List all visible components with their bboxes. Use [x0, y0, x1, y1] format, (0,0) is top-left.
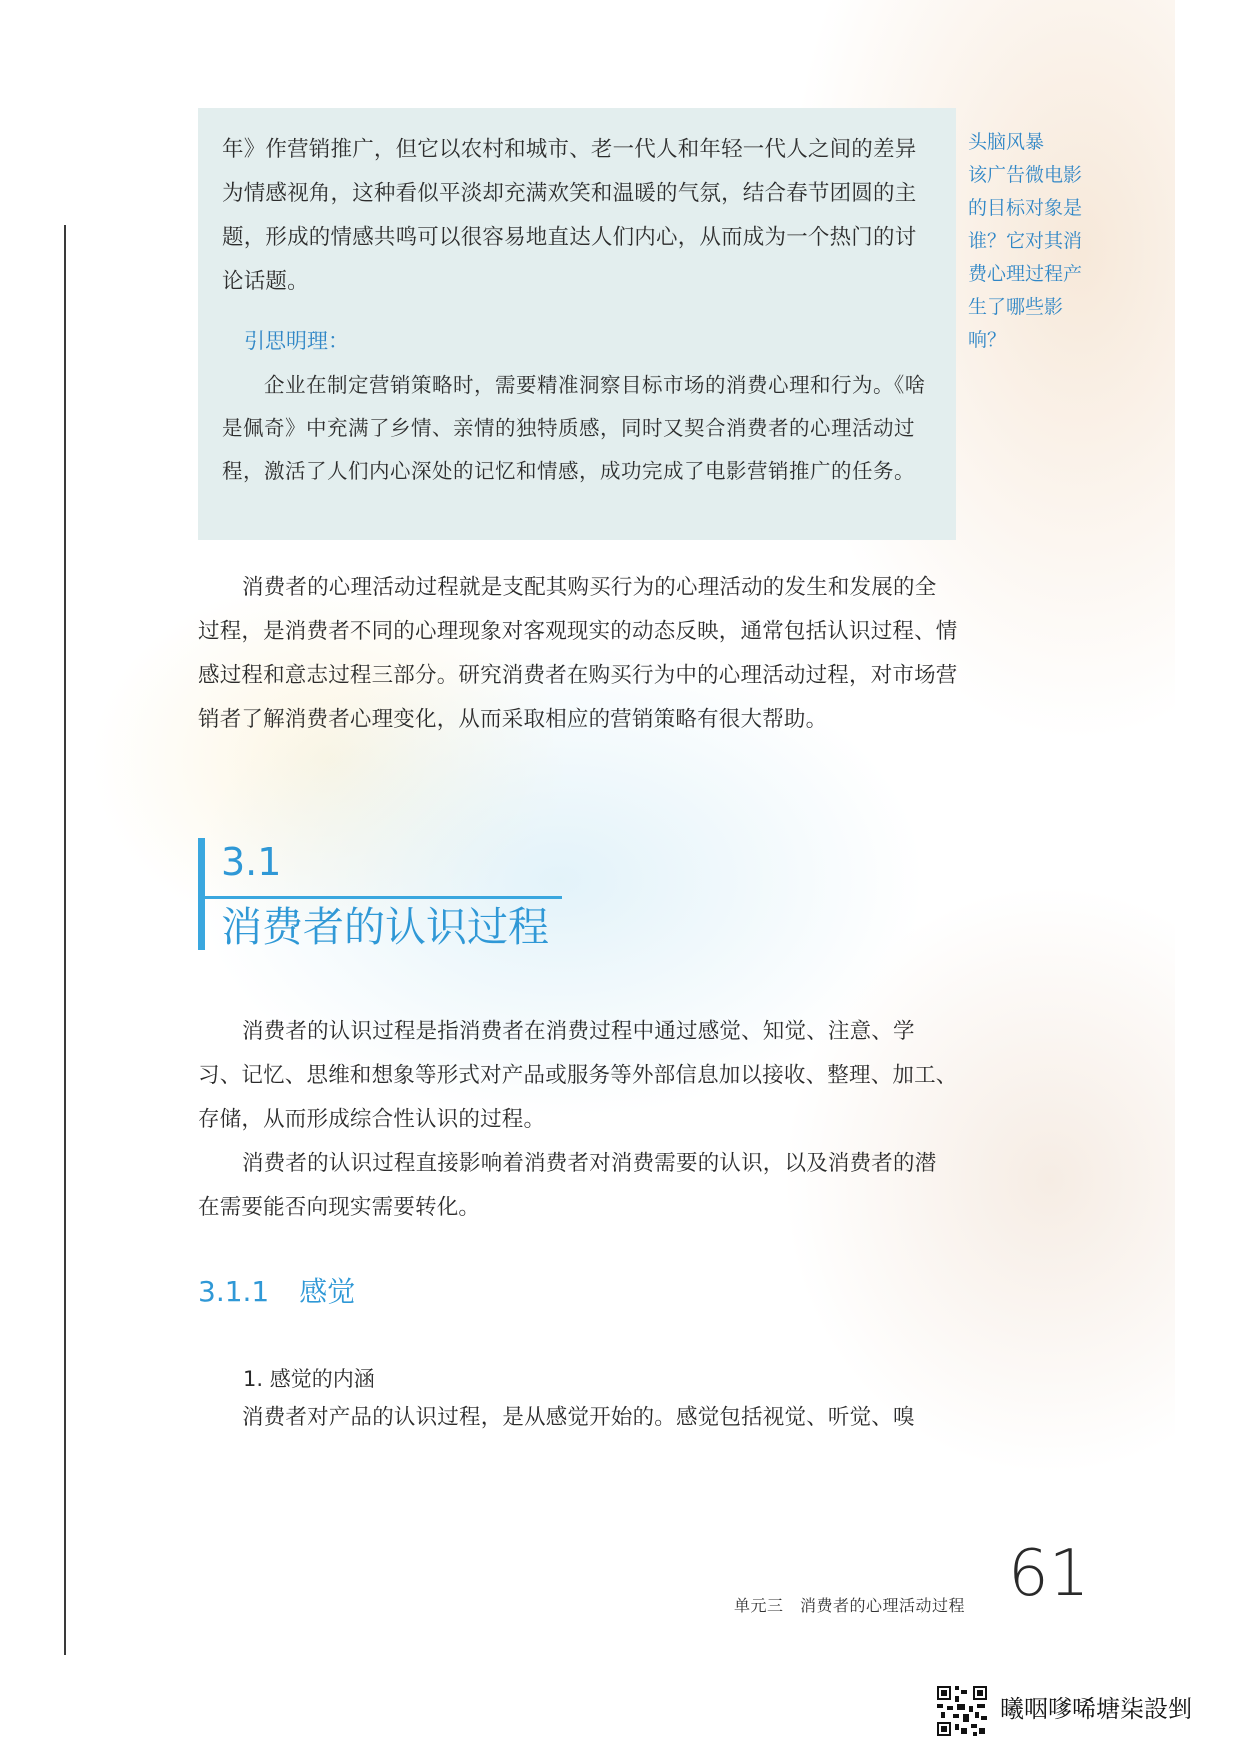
- subsection-title: 感觉: [299, 1275, 356, 1308]
- subsection-heading: [198, 1272, 355, 1312]
- section-paragraph: 消费者的认识过程直接影响着消费者对消费需要的认识，以及消费者的潜在需要能否向现实需要转化。: [198, 1151, 937, 1220]
- watermark-text: 曦咽嗲唏塘柒設剉: [1000, 1695, 1192, 1723]
- sidenote-line: 的目标对象是: [968, 197, 1083, 219]
- page-number: 61: [1008, 1537, 1090, 1611]
- sidenote-line: 谁？它对其消: [968, 230, 1083, 252]
- insight-text: 企业在制定营销策略时，需要精准洞察目标市场的消费心理和行为。《啥是佩奇》中充满了乡情、亲情的独特质感，同时又契合消费者的心理活动过程，激活了人们内心深处的记忆和情感，成功完成了电影营销推广的任务。: [222, 373, 926, 483]
- sidenote-title: 头脑风暴: [968, 131, 1045, 153]
- section-paragraph: 消费者的认识过程是指消费者在消费过程中通过感觉、知觉、注意、学习、记忆、思维和想象等形式对产品或服务等外部信息加以接收、整理、加工、存储，从而形成综合性认识的过程。: [198, 1019, 958, 1132]
- qr-code-icon: [935, 1684, 989, 1738]
- item-paragraph: 消费者对产品的认识过程，是从感觉开始的。感觉包括视觉、听觉、嗅: [242, 1405, 915, 1430]
- binding-margin-rule: [64, 225, 66, 1655]
- section-heading: [198, 838, 569, 950]
- item-title: 1. 感觉的内涵: [243, 1367, 375, 1391]
- case-study-box: [198, 108, 956, 540]
- running-footer: 单元三 消费者的心理活动过程: [734, 1596, 966, 1615]
- section-title: 消费者的认识过程: [221, 903, 549, 951]
- sidenote-line: 费心理过程产: [968, 263, 1083, 285]
- sidenote-line: 生了哪些影响？: [968, 296, 1064, 351]
- insight-label: 引思明理：: [244, 329, 349, 353]
- brainstorm-sidenote: [968, 126, 1098, 357]
- case-study-text: 年》作营销推广，但它以农村和城市、老一代人和年轻一代人之间的差异为情感视角，这种看似平淡却充满欢笑和温暖的气氛，结合春节团圆的主题，形成的情感共鸣可以很容易地直达人们内心，从而成为一个热门的讨论话题。: [222, 137, 917, 294]
- subsection-number: 3.1.1: [198, 1275, 270, 1308]
- sidenote-line: 该广告微电影: [968, 164, 1083, 186]
- section-heading-rule: [205, 896, 562, 899]
- intro-paragraph: 消费者的心理活动过程就是支配其购买行为的心理活动的发生和发展的全过程，是消费者不同的心理现象对客观现实的动态反映，通常包括认识过程、情感过程和意志过程三部分。研究消费者在购买行为中的心理活动过程，对市场营销者了解消费者心理变化，从而采取相应的营销策略有很大帮助。: [198, 575, 958, 732]
- section-number: 3.1: [221, 840, 282, 884]
